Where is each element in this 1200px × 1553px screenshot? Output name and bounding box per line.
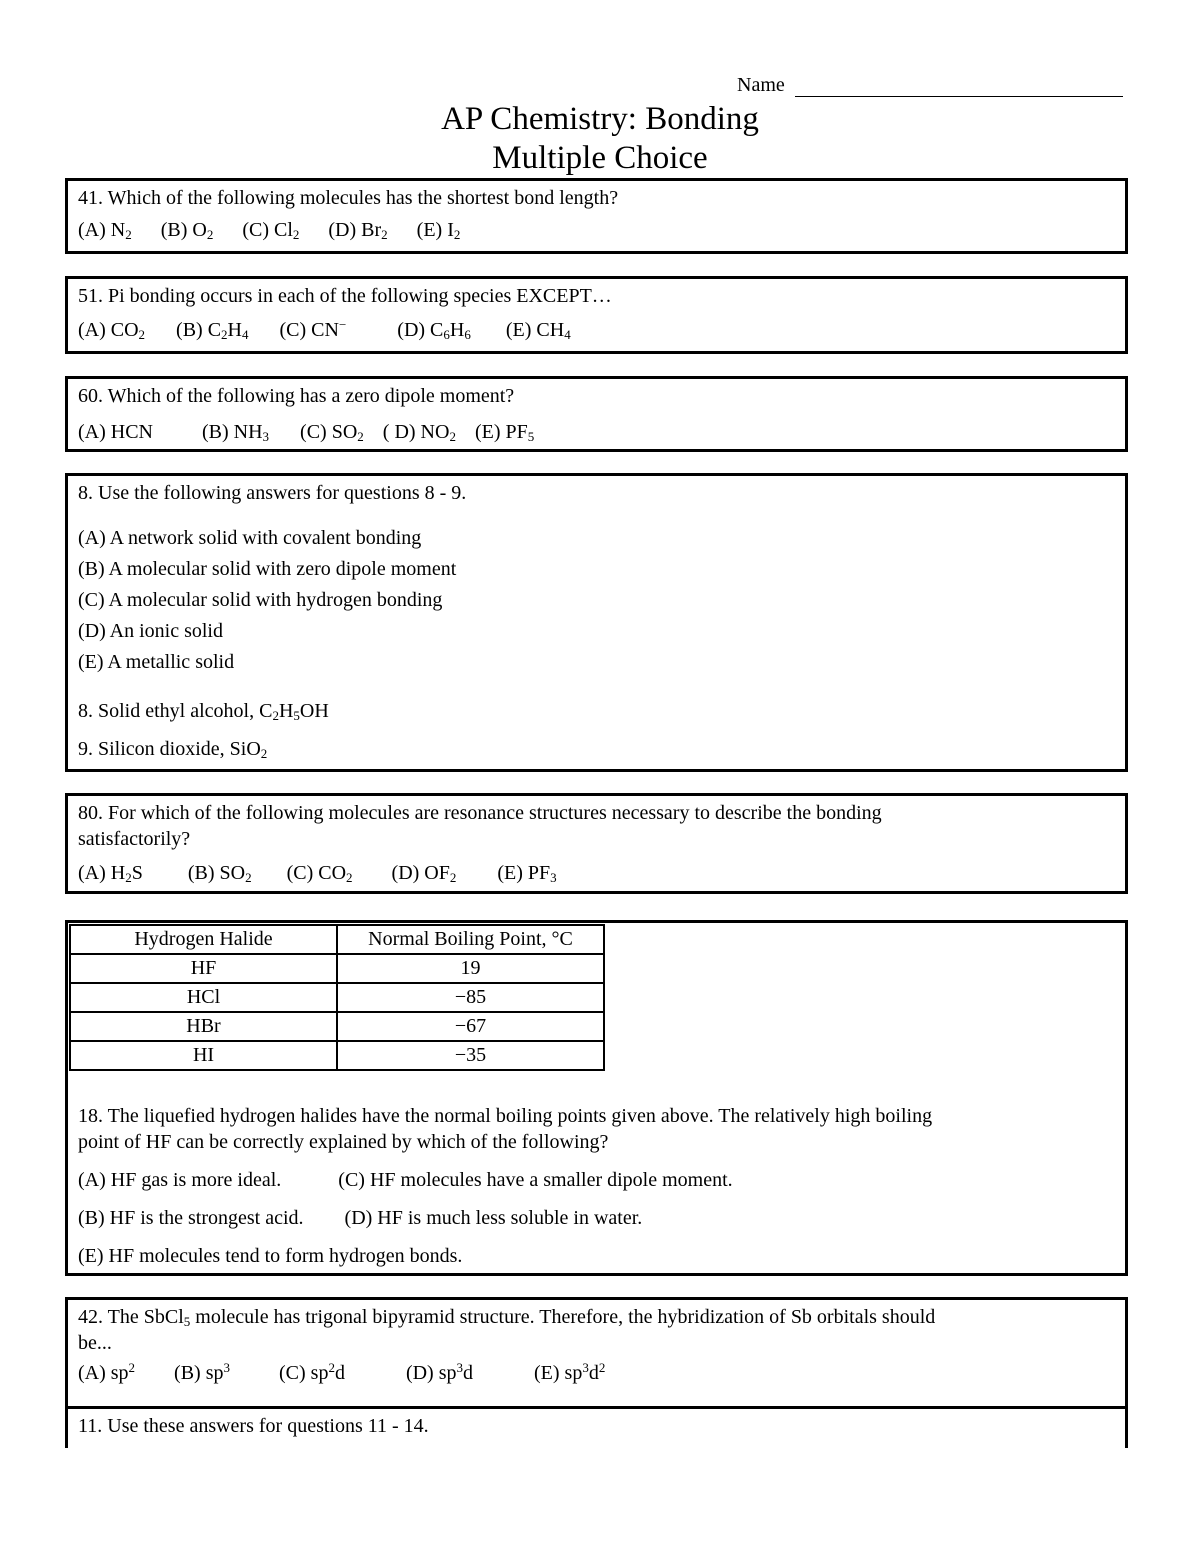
- question-42-text-2: be...: [78, 1332, 112, 1354]
- name-field: [737, 74, 1123, 97]
- table-cell: 19: [337, 954, 604, 983]
- option-c[interactable]: (C) $Cl_2$: [242, 219, 300, 242]
- option-b[interactable]: (B) $NH_3$: [202, 421, 270, 444]
- answer-list: [78, 523, 1115, 678]
- question-41-text: 41. Which of the following molecules has the shortest bond length?: [78, 187, 619, 209]
- table-cell: HBr: [70, 1012, 337, 1041]
- option-e[interactable]: (E) $I_2$: [416, 219, 461, 242]
- answer-b[interactable]: (B) A molecular solid with zero dipole moment: [78, 558, 457, 580]
- option-a[interactable]: (A) $CO_2$: [78, 319, 146, 342]
- question-60-text: 60. Which of the following has a zero dipole moment?: [78, 385, 515, 407]
- option-e[interactable]: (E) $CH_4$: [505, 319, 571, 342]
- question-18-options-row1: [78, 1167, 932, 1193]
- answer-c[interactable]: (C) A molecular solid with hydrogen bonding: [78, 589, 443, 611]
- question-18-options-row2: [78, 1205, 932, 1231]
- option-e[interactable]: (E) HF molecules tend to form hydrogen bonds.: [78, 1245, 463, 1267]
- table-cell: −67: [337, 1012, 604, 1041]
- question-18-text-1: 18. The liquefied hydrogen halides have the normal boiling points given above. The relatively high boiling: [78, 1105, 933, 1127]
- answer-d[interactable]: (D) An ionic solid: [78, 620, 223, 642]
- table-cell: −35: [337, 1041, 604, 1070]
- question-42-options: [78, 1360, 1115, 1386]
- option-e[interactable]: (E) $PF_5$: [474, 421, 535, 444]
- table-header-boiling-point: Normal Boiling Point, °C: [337, 925, 604, 954]
- question-8-item: 8. Solid ethyl alcohol, $C_2H_5OH$: [78, 700, 329, 723]
- question-51-options: [78, 317, 1115, 343]
- question-80-options: [78, 860, 1115, 886]
- question-11-intro: 11. Use these answers for questions 11 - 14.: [78, 1415, 429, 1437]
- question-60-options: [78, 419, 1115, 445]
- option-c[interactable]: (C) $sp^2d$: [279, 1360, 345, 1384]
- option-a[interactable]: (A) HF gas is more ideal.: [78, 1169, 282, 1191]
- question-80-text-2: satisfactorily?: [78, 828, 191, 850]
- option-d[interactable]: (D) $OF_2$: [391, 862, 457, 885]
- option-c[interactable]: (C) HF molecules have a smaller dipole moment.: [338, 1169, 733, 1191]
- question-11: [65, 1406, 1128, 1448]
- question-41: [65, 178, 1128, 254]
- page-title: AP Chemistry: Bonding: [441, 101, 759, 137]
- answer-e[interactable]: (E) A metallic solid: [78, 651, 235, 673]
- question-42: [65, 1297, 1128, 1409]
- question-9-item: 9. Silicon dioxide, SiO$_2$: [78, 738, 268, 761]
- option-d[interactable]: (D) $Br_2$: [328, 219, 388, 242]
- table-row: [70, 1012, 604, 1041]
- option-b[interactable]: (B) HF is the strongest acid.: [78, 1207, 304, 1229]
- option-b[interactable]: (B) $O_2$: [160, 219, 214, 242]
- table-header-halide: Hydrogen Halide: [70, 925, 337, 954]
- table-row: [70, 983, 604, 1012]
- option-d[interactable]: ( D) $NO_2$: [382, 421, 456, 444]
- name-underline[interactable]: [795, 74, 1123, 97]
- question-8-intro: 8. Use the following answers for questions 8 - 9.: [78, 482, 467, 504]
- question-51-text: 51. Pi bonding occurs in each of the following species EXCEPT…: [78, 285, 612, 307]
- table-cell: HI: [70, 1041, 337, 1070]
- option-d[interactable]: (D) HF is much less soluble in water.: [344, 1207, 643, 1229]
- question-8-9: [65, 473, 1128, 772]
- question-42-text-1: 42. The SbCl$_5$ molecule has trigonal bipyramid structure. Therefore, the hybridization of Sb orbitals should: [78, 1306, 936, 1329]
- table-cell: −85: [337, 983, 604, 1012]
- option-a[interactable]: (A) $N_2$: [78, 219, 132, 242]
- option-b[interactable]: (B) $sp^3$: [174, 1360, 230, 1384]
- option-d[interactable]: (D) $sp^3d$: [405, 1360, 473, 1384]
- question-80: [65, 793, 1128, 894]
- answer-a[interactable]: (A) A network solid with covalent bonding: [78, 527, 422, 549]
- question-18-options-row3: [78, 1243, 932, 1269]
- table-cell: HF: [70, 954, 337, 983]
- option-a[interactable]: (A) $H_2S$: [78, 862, 143, 885]
- option-e[interactable]: (E) $sp^3d^2$: [534, 1360, 606, 1384]
- option-c[interactable]: (C) CN−: [279, 317, 347, 341]
- question-18-text-2: point of HF can be correctly explained by which of the following?: [78, 1131, 609, 1153]
- table-row: [70, 1041, 604, 1070]
- question-18: [65, 920, 1128, 1276]
- option-d[interactable]: (D) $C_6H_6$: [397, 319, 471, 342]
- question-41-options: [78, 217, 1115, 243]
- boiling-point-table: [69, 924, 605, 1071]
- option-a[interactable]: (A) HCN: [78, 421, 153, 443]
- question-60: [65, 376, 1128, 452]
- option-b[interactable]: (B) $SO_2$: [187, 862, 252, 885]
- option-b[interactable]: (B) $C_2H_4$: [176, 319, 249, 342]
- option-c[interactable]: (C) $SO_2$: [300, 421, 364, 444]
- question-51: [65, 276, 1128, 354]
- question-80-text-1: 80. For which of the following molecules are resonance structures necessary to describe the bonding: [78, 802, 882, 824]
- table-header-row: [70, 925, 604, 954]
- option-c[interactable]: (C) $CO_2$: [286, 862, 353, 885]
- table-cell: HCl: [70, 983, 337, 1012]
- name-label: Name: [737, 74, 785, 96]
- option-e[interactable]: (E) $PF_3$: [497, 862, 557, 885]
- option-a[interactable]: (A) $sp^2$: [78, 1360, 136, 1384]
- page-subtitle: Multiple Choice: [492, 140, 708, 176]
- question-18-body: [78, 1103, 932, 1269]
- table-row: [70, 954, 604, 983]
